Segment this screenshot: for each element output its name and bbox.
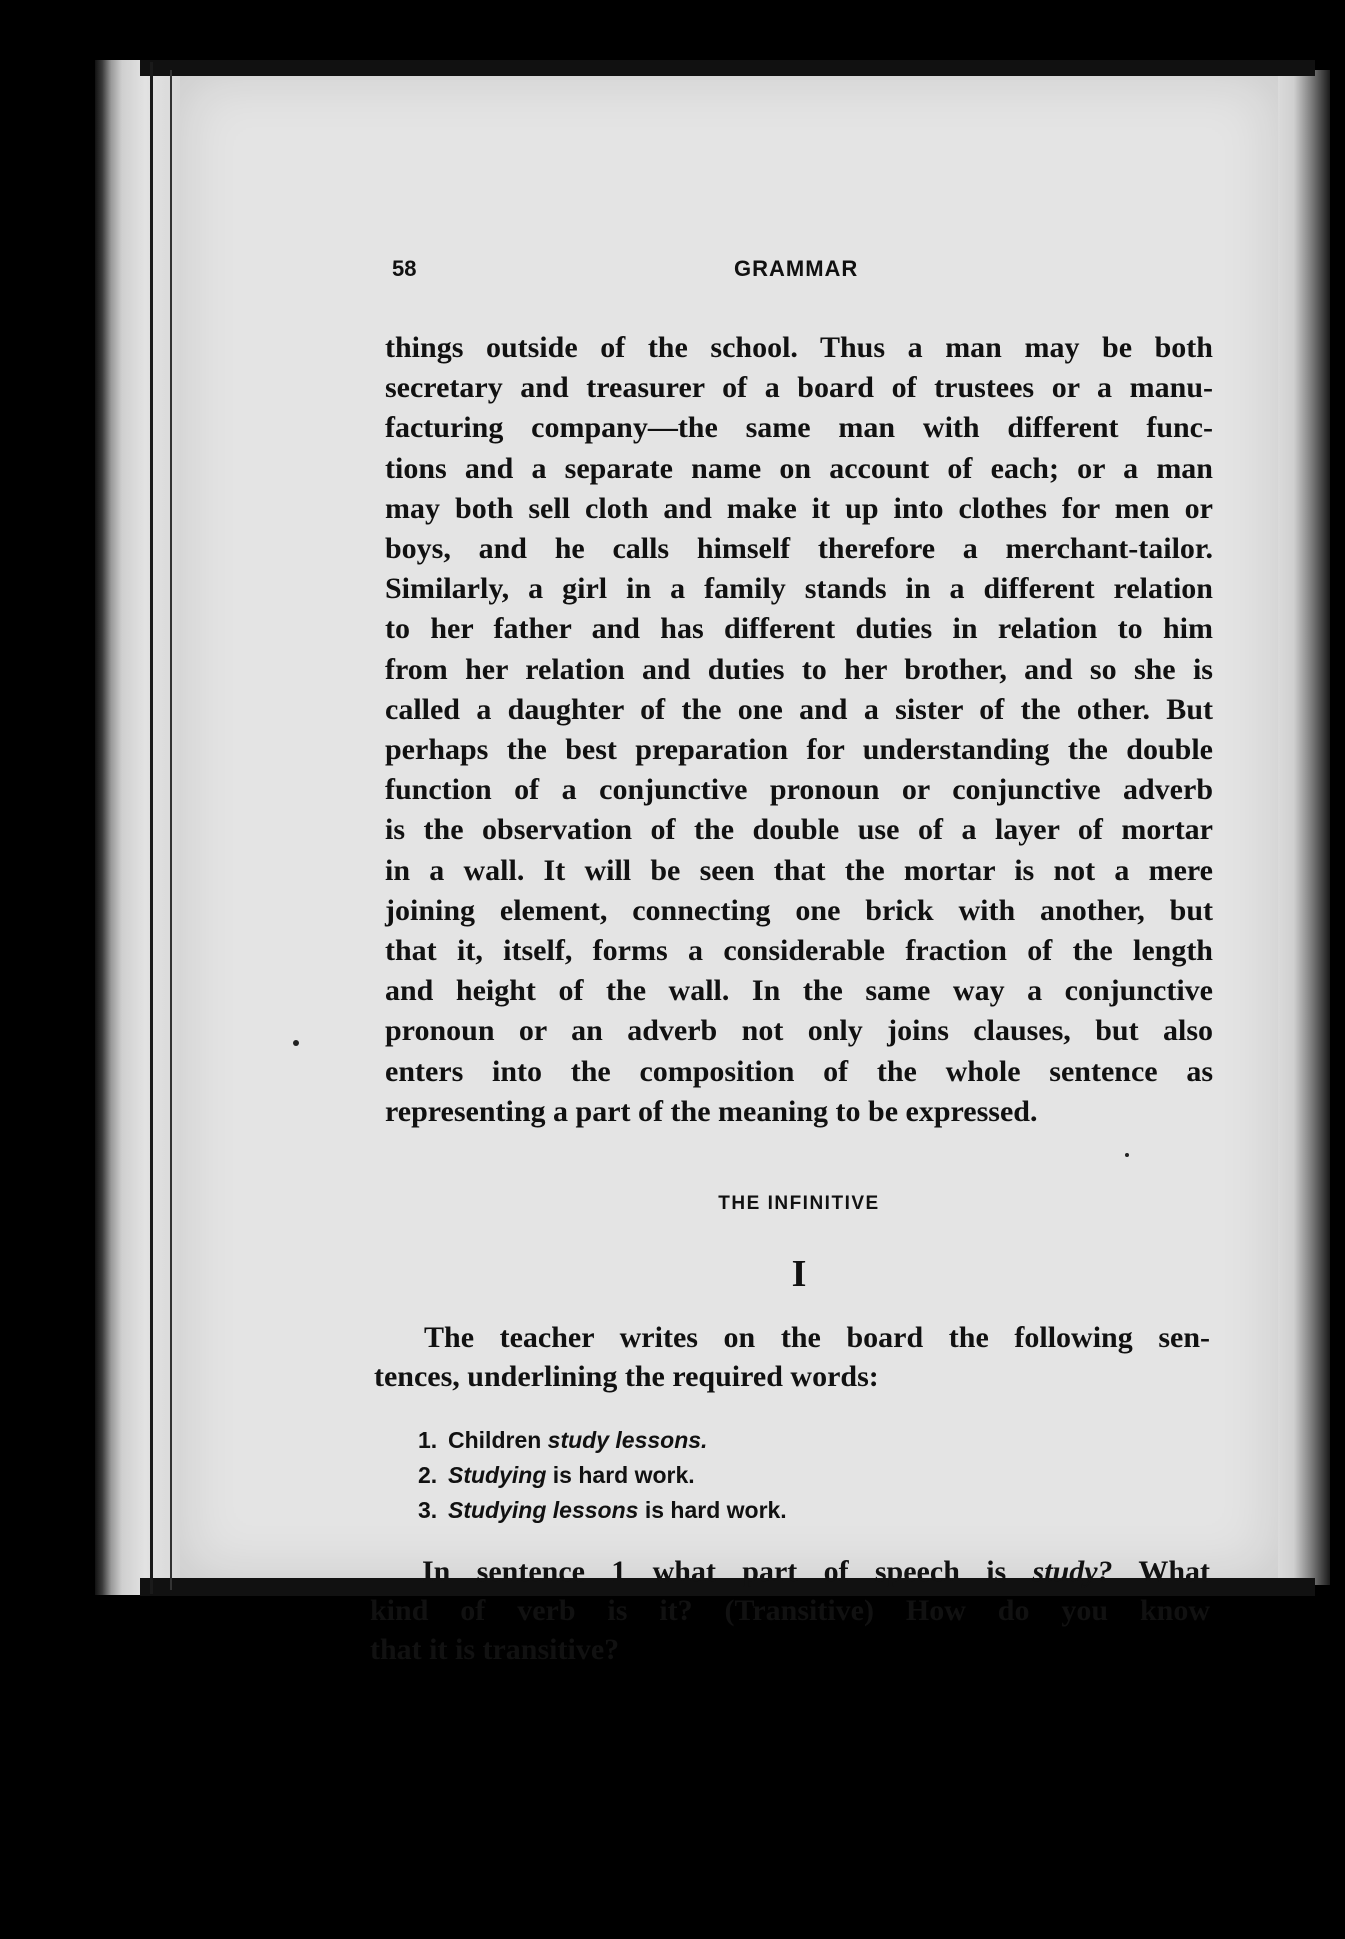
example-sentence [418,1493,1018,1528]
text-line: enters into the composition of the whole sentence as [385,1054,1213,1088]
section-numeral: I [791,1253,807,1295]
page-number: 58 [392,256,417,281]
section-title: THE INFINITIVE [718,1193,880,1214]
text-line: boys, and he calls himself therefore a merchant-tailor. [385,532,1213,566]
text-line: from her relation and duties to her brother, and so she is [385,652,1213,686]
body-paragraph [385,328,1213,1132]
binding-line [150,62,153,1594]
text-line: tences, underlining the required words: [374,1360,879,1393]
page-border-top [140,60,1315,76]
text-line: that it, itself, forms a considerable fraction of the length [385,934,1213,968]
text-line: kind of verb is it? (Transitive) How do you know [370,1594,1210,1627]
intro-paragraph [374,1318,1210,1396]
text-line: that it is transitive? [370,1633,620,1666]
text-span: In sentence 1 what part of speech is [422,1555,1033,1588]
text-line: tions and a separate name on account of each; or a man [385,451,1213,485]
example-sentence [418,1423,1018,1458]
text-line: The teacher writes on the board the following sen- [424,1321,1210,1354]
text-line: in a wall. It will be seen that the mortar is not a mere [385,853,1213,887]
text-line: pronoun or an adverb not only joins clauses, but also [385,1014,1213,1048]
underlined-words: Studying [448,1462,547,1488]
text-line: and height of the wall. In the same way a conjunctive [385,974,1213,1008]
text-line: to her father and has different duties in relation to him [385,612,1213,646]
text-line: perhaps the best preparation for understanding the double [385,733,1213,767]
example-sentence [418,1458,1018,1493]
sentence-number: 1. [418,1427,438,1453]
text-line: Similarly, a girl in a family stands in a different relation [385,572,1213,606]
sentence-number: 3. [418,1497,438,1523]
text-line: may both sell cloth and make it up into clothes for men or [385,491,1213,525]
page-header [392,256,1212,286]
text-line: things outside of the school. Thus a man may be both [385,331,1213,364]
question-paragraph [370,1552,1210,1669]
text-line: is the observation of the double use of a layer of mortar [385,813,1213,847]
sentence-text: Children [448,1427,548,1453]
text-span: What [1112,1555,1210,1588]
sentence-text: is hard work. [546,1462,695,1488]
example-sentences [418,1423,1018,1528]
sentence-text: is hard work. [638,1497,787,1523]
text-line: representing a part of the meaning to be expressed. [385,1094,1038,1128]
text-line: secretary and treasurer of a board of trustees or a manu- [385,371,1213,405]
underlined-words: study lessons. [547,1427,708,1453]
sentence-number: 2. [418,1462,438,1488]
text-line: function of a conjunctive pronoun or conjunctive adverb [385,773,1213,807]
text-line: joining element, connecting one brick with another, but [385,893,1213,927]
ink-speck [293,1040,299,1046]
text-line [370,1552,1210,1591]
page-edge-right [1270,70,1330,1585]
running-head: GRAMMAR [734,256,859,281]
italic-word: study? [1032,1555,1113,1588]
text-line: facturing company—the same man with different func- [385,411,1213,445]
ink-speck [1125,1153,1129,1157]
text-line: called a daughter of the one and a sister of the other. But [385,692,1213,726]
binding-line [170,70,172,1590]
underlined-words: Studying lessons [448,1497,639,1523]
